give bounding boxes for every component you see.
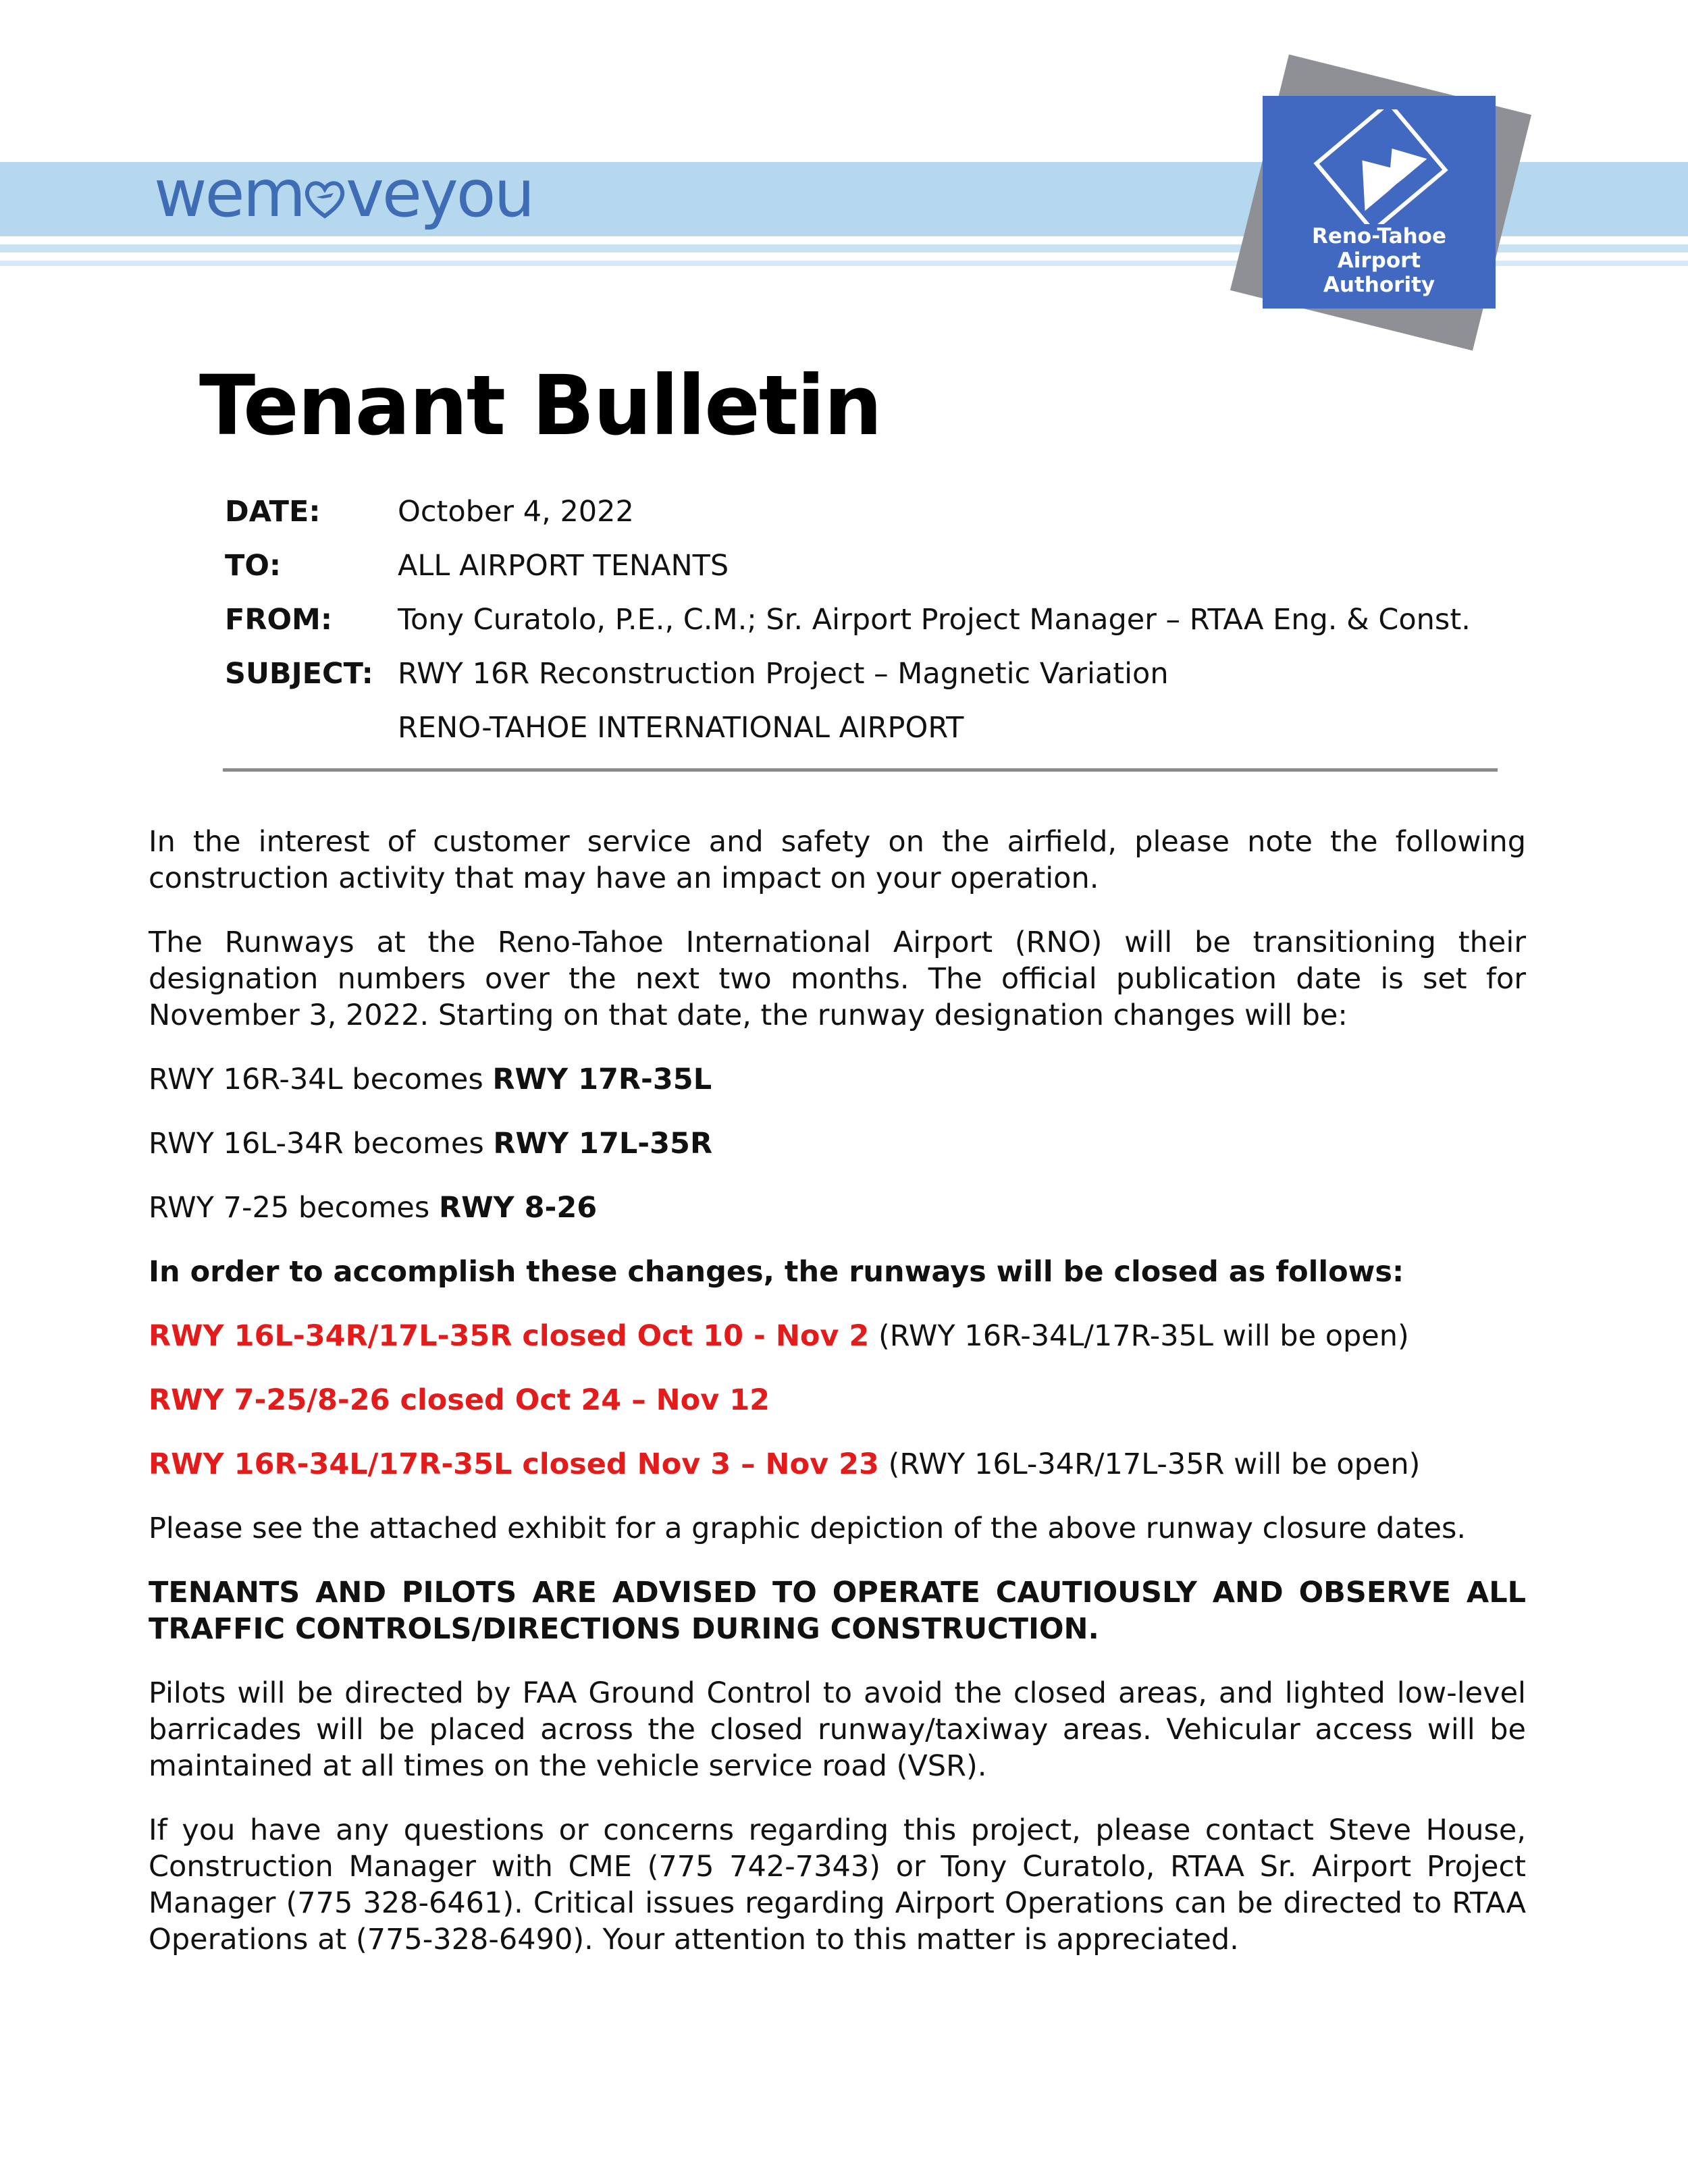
memo-header — [225, 485, 1471, 755]
memo-label: SUBJECT: — [225, 657, 373, 691]
page-title: Tenant Bulletin — [199, 358, 881, 454]
rtaa-logo — [1209, 54, 1560, 351]
memo-label: DATE: — [225, 495, 321, 529]
transition-paragraph: The Runways at the Reno-Tahoe International Airport (RNO) will be transitioning their designation numbers over the next two months. The official publication date is set for November 3, 2022. Starting on that date, the runway designation changes will be: — [149, 926, 1526, 1032]
memo-from-row — [225, 593, 1471, 647]
closure-3: RWY 16R-34L/17R-35L closed Nov 3 – Nov 23 (RWY 16L-34R/17L-35R will be open) — [149, 1447, 1421, 1481]
closure-2: RWY 7-25/8-26 closed Oct 24 – Nov 12 — [149, 1383, 770, 1417]
bulletin-body — [149, 824, 1526, 1986]
memo-subject-row-2 — [225, 701, 1471, 755]
memo-date: October 4, 2022 — [398, 495, 634, 529]
pilots-paragraph: Pilots will be directed by FAA Ground Control to avoid the closed areas, and lighted low-level barricades will be placed across the closed runway/taxiway areas. Vehicular access will be maintained at all times on the vehicle service road (VSR). — [149, 1676, 1526, 1783]
memo-subject-line2: RENO-TAHOE INTERNATIONAL AIRPORT — [398, 711, 964, 745]
memo-to: ALL AIRPORT TENANTS — [398, 549, 729, 583]
designation-change-1: RWY 16R-34L becomes RWY 17R-35L — [149, 1063, 712, 1096]
logo-text — [1263, 224, 1496, 297]
reno-tahoe-mark-icon — [1307, 109, 1455, 224]
contact-paragraph: If you have any questions or concerns regarding this project, please contact Steve House, Construction Manager with CME (775 742-7343) or Tony Curatolo, RTAA Sr. Airport Project Manager (775 328-6461). Critical issues regarding Airport Operations can be directed to RTAA Operations at (775-328-6490). Your attention to this matter is appreciated. — [149, 1813, 1526, 1956]
logo-line-3: Authority — [1323, 273, 1435, 297]
closure-intro: In order to accomplish these changes, the runways will be closed as follows: — [149, 1255, 1404, 1289]
memo-date-row — [225, 485, 1471, 539]
logo-line-2: Airport — [1337, 248, 1421, 273]
heart-plane-icon — [304, 176, 346, 223]
wemoveyou-wordmark: wem veyou — [154, 156, 533, 232]
memo-subject: RWY 16R Reconstruction Project – Magnetic Variation — [398, 657, 1169, 691]
exhibit-note: Please see the attached exhibit for a graphic depiction of the above runway closure dates. — [149, 1512, 1467, 1545]
memo-to-row — [225, 539, 1471, 593]
intro-paragraph: In the interest of customer service and safety on the airfield, please note the following construction activity that may have an impact on your operation. — [149, 825, 1526, 895]
header-divider — [223, 768, 1498, 772]
designation-change-3: RWY 7-25 becomes RWY 8-26 — [149, 1191, 598, 1225]
closure-1: RWY 16L-34R/17L-35R closed Oct 10 - Nov 2 (RWY 16R-34L/17R-35L will be open) — [149, 1319, 1409, 1353]
memo-subject-row — [225, 647, 1471, 701]
logo-line-1: Reno-Tahoe — [1311, 224, 1447, 248]
memo-label: FROM: — [225, 603, 333, 637]
safety-advisory: TENANTS AND PILOTS ARE ADVISED TO OPERATE CAUTIOUSLY AND OBSERVE ALL TRAFFIC CONTROLS/DIRECTIONS DURING CONSTRUCTION. — [149, 1576, 1526, 1646]
memo-label: TO: — [225, 549, 282, 583]
memo-from: Tony Curatolo, P.E., C.M.; Sr. Airport Project Manager – RTAA Eng. & Const. — [398, 603, 1471, 637]
designation-change-2: RWY 16L-34R becomes RWY 17L-35R — [149, 1127, 713, 1161]
